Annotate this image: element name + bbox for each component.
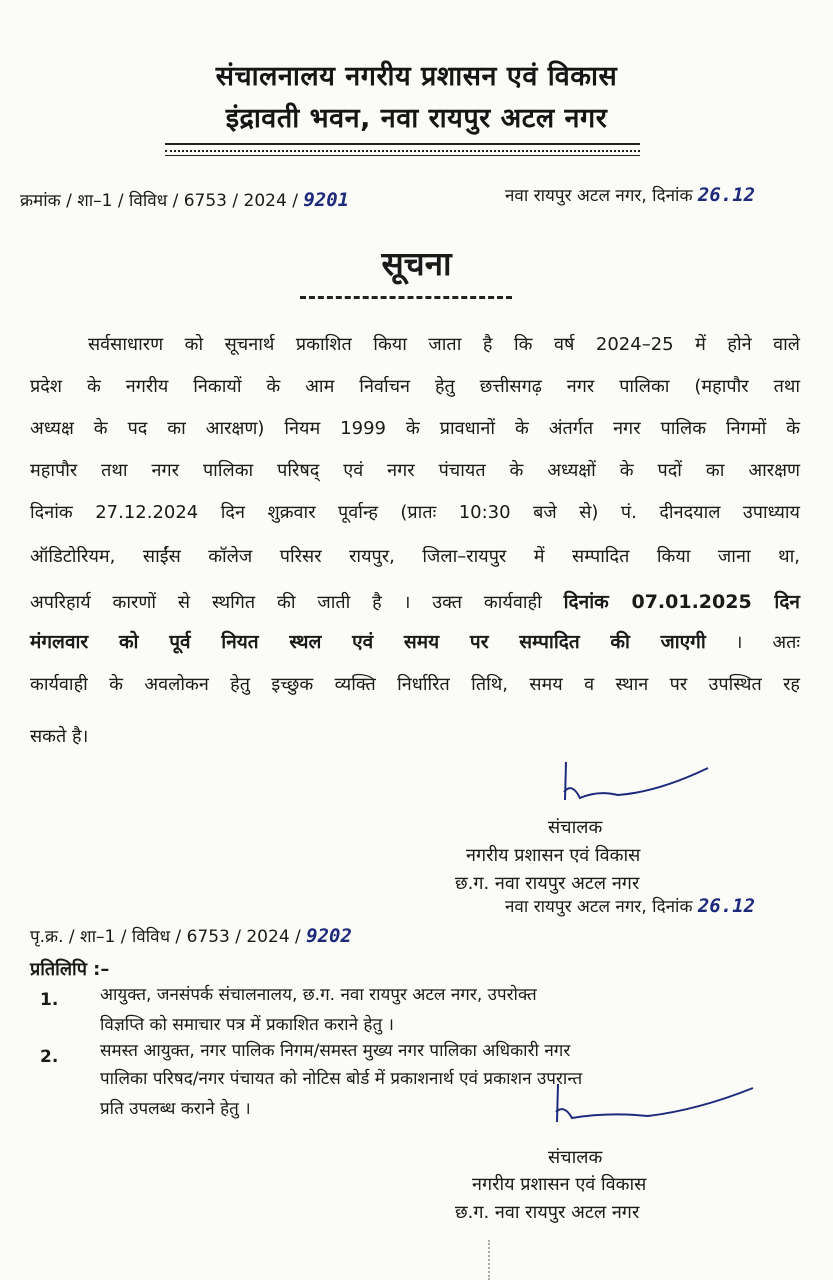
copy-item-line: आयुक्त, जनसंपर्क संचालनालय, छ.ग. नवा रायपुर अटल नगर, उपरोक्त — [100, 985, 537, 1005]
copy-item-line: प्रति उपलब्ध कराने हेतु । — [100, 1099, 251, 1119]
body-line: सकते है। — [30, 726, 89, 747]
signatory-designation: संचालक — [548, 1147, 603, 1168]
signatory-department: नगरीय प्रशासन एवं विकास — [466, 845, 641, 866]
signatory-place: छ.ग. नवा रायपुर अटल नगर — [455, 1202, 640, 1223]
header-rule-bottom — [165, 155, 640, 156]
body-line: कार्यवाही के अवलोकन हेतु इच्छुक व्यक्ति निर्धारित तिथि, समय व स्थान पर उपस्थित रह — [30, 674, 800, 695]
handwritten-copy-number: 9202 — [306, 925, 352, 947]
handwritten-date: 26.12 — [697, 895, 756, 917]
copy-item-line: समस्त आयुक्त, नगर पालिक निगम/समस्त मुख्य नगर पालिका अधिकारी नगर — [100, 1041, 571, 1061]
body-line: दिनांक 27.12.2024 दिन शुक्रवार पूर्वान्ह (प्रातः 10:30 बजे से) पं. दीनदयाल उपाध्याय — [30, 502, 800, 523]
schedule-text: मंगलवार को पूर्व नियत स्थल एवं समय पर सम्पादित की जाएगी — [30, 631, 706, 653]
notice-title: सूचना — [381, 244, 452, 283]
signatory-place: छ.ग. नवा रायपुर अटल नगर — [455, 873, 640, 894]
copy-to-title: प्रतिलिपि :– — [30, 959, 110, 980]
body-line: ऑडिटोरियम, साईंस कॉलेज परिसर रायपुर, जिला–रायपुर में सम्पादित किया जाना था, — [30, 546, 800, 567]
body-line: सर्वसाधारण को सूचनार्थ प्रकाशित किया जाता है कि वर्ष 2024–25 में होने वाले — [88, 334, 800, 355]
copy-item-number: 2. — [40, 1047, 59, 1067]
signature-1 — [558, 760, 728, 810]
fold-mark — [488, 1240, 502, 1280]
body-line: अपरिहार्य कारणों से स्थगित की जाती है । उक्त कार्यवाही दिनांक 07.01.2025 दिन — [30, 591, 800, 613]
signatory-department: नगरीय प्रशासन एवं विकास — [472, 1174, 647, 1195]
title-underline — [300, 296, 512, 299]
body-line: अध्यक्ष के पद का आरक्षण) नियम 1999 के प्रावधानों के अंतर्गत नगर पालिक निगमों के — [30, 418, 800, 439]
header-rule-dotted — [165, 150, 640, 152]
place-date: नवा रायपुर अटल नगर, दिनांक 26.12 — [505, 184, 756, 206]
signatory-date: नवा रायपुर अटल नगर, दिनांक 26.12 — [505, 895, 756, 917]
new-date-text: दिनांक 07.01.2025 दिन — [563, 591, 800, 613]
copy-item-number: 1. — [40, 990, 59, 1010]
office-name: संचालनालय नगरीय प्रशासन एवं विकास — [215, 61, 618, 92]
copy-item-line: पालिका परिषद/नगर पंचायत को नोटिस बोर्ड में प्रकाशनार्थ एवं प्रकाशन उपरान्त — [100, 1069, 583, 1089]
signature-2 — [548, 1082, 768, 1132]
body-line: मंगलवार को पूर्व नियत स्थल एवं समय पर सम्पादित की जाएगी । अतः — [30, 631, 800, 653]
header-rule — [165, 143, 640, 145]
reference-number: क्रमांक / शा–1 / विविध / 6753 / 2024 / 9201 — [20, 189, 350, 211]
body-line: महापौर तथा नगर पालिका परिषद् एवं नगर पंचायत के अध्यक्षों के पदों का आरक्षण — [30, 460, 800, 481]
handwritten-date: 26.12 — [697, 184, 756, 206]
handwritten-ref-number: 9201 — [303, 189, 350, 211]
copy-item-line: विज्ञप्ति को समाचार पत्र में प्रकाशित कराने हेतु । — [100, 1015, 394, 1035]
signatory-designation: संचालक — [548, 817, 603, 838]
body-line: प्रदेश के नगरीय निकायों के आम निर्वाचन हेतु छत्तीसगढ़ नगर पालिका (महापौर तथा — [30, 376, 800, 397]
office-address: इंद्रावती भवन, नवा रायपुर अटल नगर — [225, 103, 608, 134]
copy-reference-number: पृ.क्र. / शा–1 / विविध / 6753 / 2024 / 9202 — [30, 925, 352, 947]
